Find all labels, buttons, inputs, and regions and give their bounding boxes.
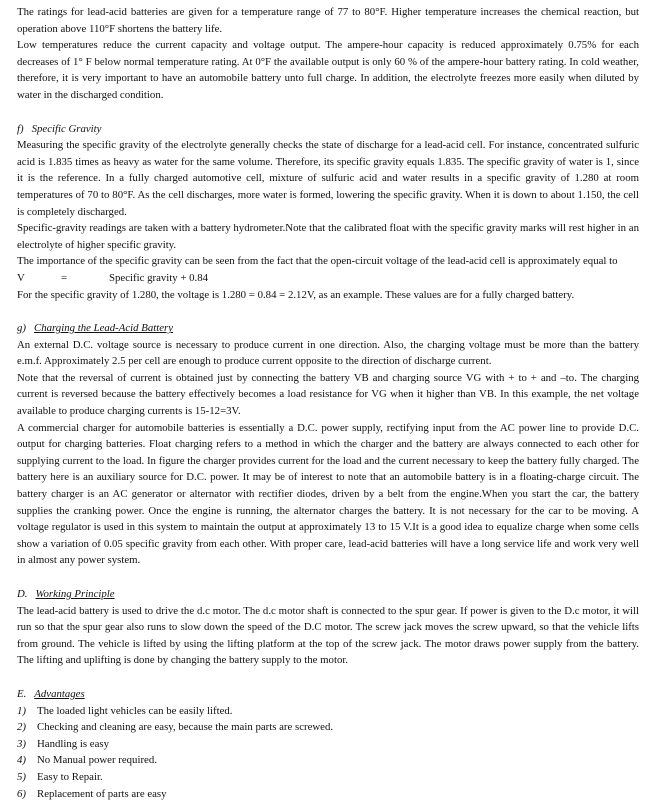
list-item-text: No Manual power required.: [37, 754, 157, 767]
section-number: D.: [17, 588, 28, 600]
advantages-list: [17, 703, 639, 802]
list-item: [17, 703, 639, 720]
list-item-number: 6): [17, 787, 26, 800]
list-item: [17, 719, 639, 736]
section-title: Advantages: [34, 687, 85, 700]
formula-equals: =: [61, 271, 68, 284]
list-item-number: 4): [17, 754, 26, 767]
list-item-number: 5): [17, 770, 26, 783]
list-item-text: The loaded light vehicles can be easily lifted.: [37, 704, 233, 717]
section-title: Specific Gravity: [31, 122, 102, 135]
paragraph-external-dc-source: An external D.C. voltage source is necessary to produce current in one direction. Also, the charging voltage must be more than the battery e.m.f. Approximately 2.5 per cell are enough to produce current opposite to the direction of discharge current.: [17, 338, 639, 368]
formula-expression: Specific gravity + 0.84: [109, 271, 209, 284]
intro-paragraph-temperature-rating: The ratings for lead-acid batteries are given for a temperature range of 77 to 80°F. Higher temperature increases the chemical reaction, but operation above 110°F shortens the battery life.: [17, 6, 639, 35]
paragraph-current-reversal: Note that the reversal of current is obtained just by connecting the battery VB and charging source VG with + to + and –to. The charging current is reversed because the battery effectively becomes a load resistance for VG when it higher than VB. In this example, the net voltage available to produce charging currents is 15-12=3V.: [17, 371, 639, 418]
section-title: Working Principle: [35, 588, 115, 600]
paragraph-commercial-charger: A commercial charger for automobile batteries is essentially a D.C. power supply, rectifying input from the AC power line to provide D.C. output for charging batteries. Float charging refers to a method in which the charger and the battery are always connected to each other for supplying current to the load. In figure the charger provides current for the load and the current necessary to keep the battery fully charged. The battery here is an auxiliary source for D.C. power. It may be of interest to note that an automobile battery is in a floating-charge circuit. The battery charger is an AC generator or alternator with rectifier diodes, driven by a belt from the engine.When you start the car, the battery supplies the cranking power. Once the engine is running, the alternator charges the battery. It is not necessary for the car to be moving. A voltage regulator is used in this system to maintain the output at approximately 13 to 15 V.It is a good idea to equalize charge when some cells show a variation of 0.05 specific gravity from each other. With proper care, lead-acid batteries will have a long service life and work very well in almost any power system.: [17, 421, 639, 567]
list-item-number: 1): [17, 704, 26, 717]
paragraph-hydrometer: Specific-gravity readings are taken with a battery hydrometer.Note that the calibrated float with the specific gravity marks will rest higher in an electrolyte of higher specific gravity.: [17, 222, 639, 251]
list-item-number: 2): [17, 721, 26, 734]
paragraph-voltage-example: For the specific gravity of 1.280, the voltage is 1.280 = 0.84 = 2.12V, as an example. These values are for a fully charged battery.: [17, 288, 575, 301]
list-item: [17, 736, 639, 753]
section-number: g): [17, 322, 26, 335]
section-heading-specific-gravity: [17, 121, 639, 138]
list-item: [17, 752, 639, 769]
formula-variable: V: [17, 271, 25, 284]
intro-paragraph-low-temperature: Low temperatures reduce the current capacity and voltage output. The ampere-hour capacity is reduced approximately 0.75% for each decreases of 1° F below normal temperature rating. At 0°F the available output is only 60 % of the ampere-hour battery rating. In cold weather, therefore, it is very important to have an automobile battery unto full charge. In addition, the electrolyte freezes more easily when diluted by water in the discharged condition.: [17, 39, 639, 101]
list-item-number: 3): [17, 737, 26, 750]
list-item-text: Checking and cleaning are easy, because the main parts are screwed.: [37, 721, 334, 734]
document-page: [17, 4, 639, 802]
section-title: Charging the Lead-Acid Battery: [34, 322, 174, 335]
paragraph-specific-gravity-measure: Measuring the specific gravity of the electrolyte generally checks the state of discharge for a lead-acid cell. For instance, concentrated sulfuric acid is 1.835 times as heavy as water for the same volume. Therefore, its specific gravity equals 1.835. The specific gravity of water is 1, since it is the reference. In a fully charged automotive cell, mixture of sulfuric acid and water results in a specific gravity of 1.280 at room temperatures of 70 to 80°F. As the cell discharges, more water is formed, lowering the specific gravity. When it is down to about 1.150, the cell is completely discharged.: [17, 139, 639, 218]
section-heading-working-principle: [17, 586, 639, 603]
voltage-formula: [17, 270, 639, 287]
section-heading-charging: [17, 320, 639, 337]
list-item-text: Easy to Repair.: [37, 770, 103, 783]
section-number: E.: [17, 687, 27, 700]
paragraph-working-principle: The lead-acid battery is used to drive the d.c motor. The d.c motor shaft is connected to the spur gear. If power is given to the D.c motor, it will run so that the spur gear also runs to slow down the speed of the D.C motor. The screw jack moves the screw upward, so that the vehicle lifts from ground. The vehicle is lifted by using the lifting platform at the top of the screw jack. The motor draws power supply from the battery. The lifting and uplifting is done by changing the battery supply to the motor.: [17, 604, 639, 667]
list-item-text: Replacement of parts are easy: [37, 787, 167, 800]
list-item: [17, 769, 639, 786]
list-item: [17, 786, 639, 802]
section-number: f): [17, 122, 24, 135]
list-item-text: Handling is easy: [37, 737, 109, 750]
paragraph-open-circuit-voltage: The importance of the specific gravity can be seen from the fact that the open-circuit voltage of the lead-acid cell is approximately equal to: [17, 255, 618, 268]
section-heading-advantages: [17, 686, 639, 703]
